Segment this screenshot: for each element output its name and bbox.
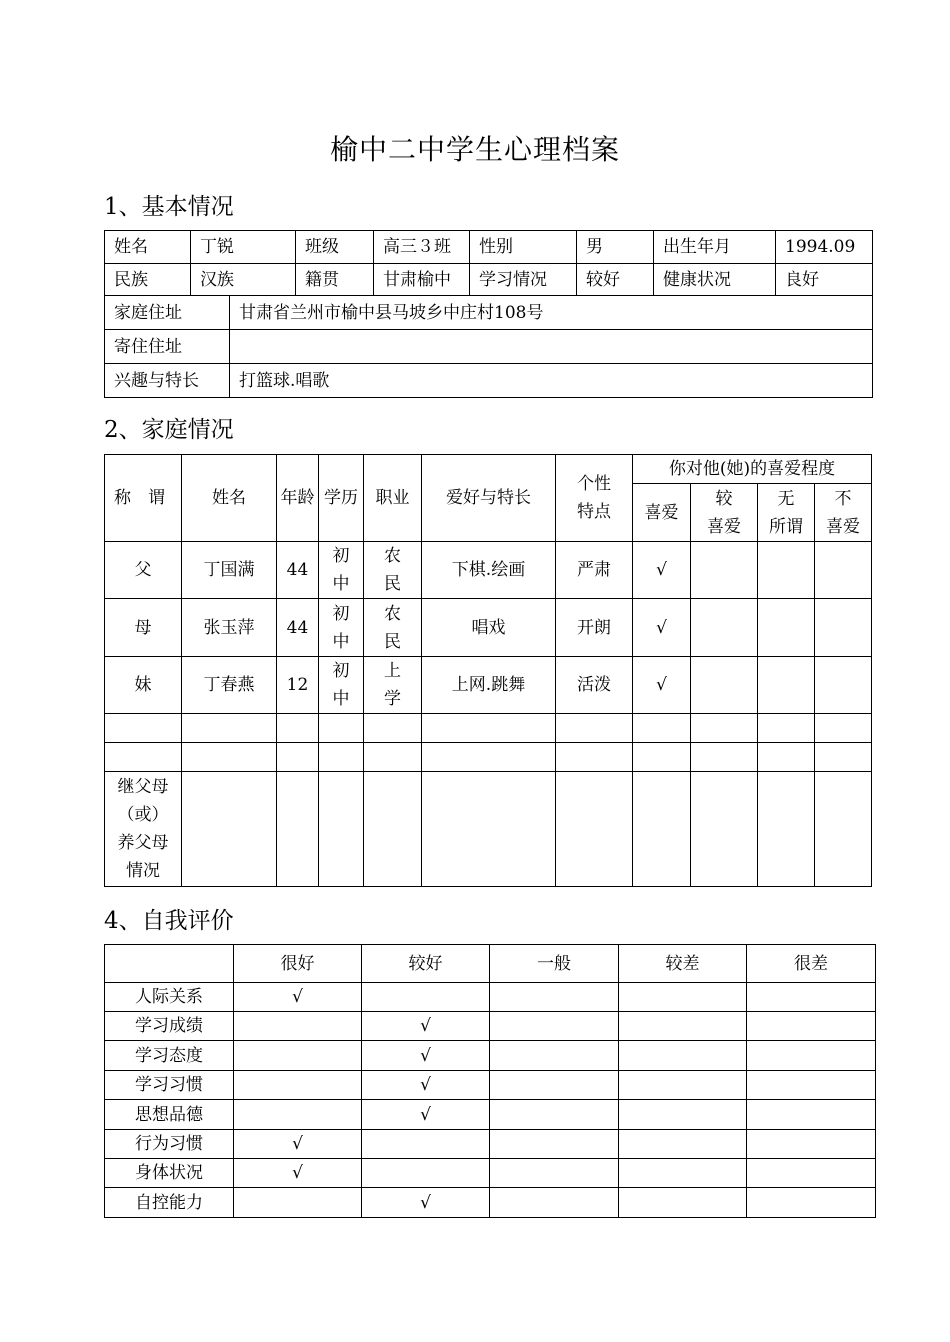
value-ethnicity: 汉族: [191, 264, 296, 296]
self-check: √: [362, 1100, 490, 1130]
self-header-good: 较好: [362, 945, 490, 983]
lodging-row: [105, 330, 873, 364]
section-heading-self: 4、自我评价: [104, 908, 234, 934]
header-dislike-line-2: 喜爱: [826, 516, 860, 537]
header-personality: [556, 455, 633, 542]
self-item-label: 人际关系: [105, 983, 234, 1012]
value-class: 高三３班: [374, 231, 470, 264]
header-indifferent-line-1: 无: [777, 488, 795, 509]
self-item-label: 学习习惯: [105, 1071, 234, 1100]
label-name: 姓名: [105, 231, 191, 264]
hobby-row: [105, 364, 873, 398]
member-age: 44: [277, 599, 319, 657]
header-hobby: 爱好与特长: [422, 455, 556, 542]
step-parent-label-line-1: 继父母: [117, 777, 169, 797]
header-rather-like: [691, 484, 758, 542]
step-parent-label-line-3: 养父母: [117, 833, 169, 853]
label-hobby: 兴趣与特长: [105, 364, 230, 398]
self-check: √: [234, 1159, 362, 1188]
value-study: 较好: [577, 264, 654, 296]
family-header-row-1: [105, 455, 872, 484]
member-age: 12: [277, 657, 319, 714]
label-ethnicity: 民族: [105, 264, 191, 296]
value-lodging: [230, 330, 873, 364]
empty-row: [105, 714, 872, 743]
member-like-check: √: [633, 657, 691, 714]
header-dislike-line-1: 不: [834, 488, 852, 509]
member-relation: 母: [105, 599, 182, 657]
self-check: √: [234, 983, 362, 1012]
label-lodging: 寄住住址: [105, 330, 230, 364]
self-header-average: 一般: [490, 945, 619, 983]
table-row: [105, 1012, 876, 1041]
table-row: [105, 1159, 876, 1188]
header-edu: 学历: [319, 455, 364, 542]
member-edu-line-2: 中: [332, 631, 350, 652]
member-rather-like-cell: [691, 542, 758, 599]
self-check: √: [362, 1188, 490, 1218]
table-row: [105, 1041, 876, 1071]
member-personality: 活泼: [556, 657, 633, 714]
member-job-line-2: 学: [384, 689, 401, 709]
self-check: √: [234, 1130, 362, 1159]
self-header-poor: 较差: [619, 945, 747, 983]
member-indifferent-cell: [758, 542, 815, 599]
member-name: 丁春燕: [182, 657, 277, 714]
label-address: 家庭住址: [105, 296, 230, 330]
value-address: 甘肃省兰州市榆中县马坡乡中庄村108号: [230, 296, 873, 330]
step-parent-label-line-4: 情况: [126, 861, 160, 881]
member-edu: [319, 599, 364, 657]
self-header-very-poor: 很差: [747, 945, 876, 983]
member-rather-like-cell: [691, 599, 758, 657]
self-item-label: 学习成绩: [105, 1012, 234, 1041]
basic-row-1: [105, 231, 873, 264]
self-item-label: 自控能力: [105, 1188, 234, 1218]
header-relation: 称 谓: [105, 455, 182, 542]
label-study: 学习情况: [470, 264, 577, 296]
member-job: [364, 542, 422, 599]
header-job: 职业: [364, 455, 422, 542]
member-edu-line-2: 中: [332, 689, 350, 709]
member-job-line-1: 农: [384, 546, 401, 566]
value-name: 丁锐: [191, 231, 296, 264]
step-parent-label: [105, 772, 182, 887]
member-job: [364, 657, 422, 714]
header-rather-like-line-1: 较: [715, 488, 733, 509]
header-fondness: 你对他(她)的喜爱程度: [633, 455, 872, 484]
member-edu: [319, 657, 364, 714]
member-age: 44: [277, 542, 319, 599]
member-hobby: 上网.跳舞: [422, 657, 556, 714]
value-hobby: 打篮球.唱歌: [230, 364, 873, 398]
page-title: 榆中二中学生心理档案: [329, 133, 620, 166]
header-personality-line-2: 特点: [577, 502, 611, 522]
member-dislike-cell: [815, 657, 872, 714]
member-indifferent-cell: [758, 657, 815, 714]
label-birth: 出生年月: [654, 231, 776, 264]
header-dislike: [815, 484, 872, 542]
table-row: [105, 1071, 876, 1100]
member-rather-like-cell: [691, 657, 758, 714]
member-name: 张玉萍: [182, 599, 277, 657]
header-rather-like-line-2: 喜爱: [707, 516, 741, 537]
table-row: [105, 1188, 876, 1218]
header-like: 喜爱: [633, 484, 691, 542]
self-header-corner: [105, 945, 234, 983]
label-hometown: 籍贯: [296, 264, 374, 296]
member-personality: 开朗: [556, 599, 633, 657]
member-job-line-2: 民: [384, 631, 401, 652]
self-check: √: [362, 1041, 490, 1071]
self-check: √: [362, 1012, 490, 1041]
member-job: [364, 599, 422, 657]
member-job-line-1: 上: [384, 661, 401, 681]
member-hobby: 唱戏: [422, 599, 556, 657]
member-job-line-1: 农: [384, 603, 401, 624]
header-name: 姓名: [182, 455, 277, 542]
member-edu-line-1: 初: [332, 603, 350, 624]
table-row: [105, 1100, 876, 1130]
header-indifferent-line-2: 所谓: [769, 516, 803, 537]
step-parent-label-line-2: （或）: [117, 805, 169, 825]
basic-info-table: [104, 230, 873, 296]
member-edu-line-2: 中: [332, 574, 350, 594]
member-hobby: 下棋.绘画: [422, 542, 556, 599]
label-gender: 性别: [470, 231, 577, 264]
member-relation: 父: [105, 542, 182, 599]
header-indifferent: [758, 484, 815, 542]
table-row: [105, 542, 872, 599]
member-job-line-2: 民: [384, 574, 401, 594]
member-like-check: √: [633, 599, 691, 657]
member-edu-line-1: 初: [332, 661, 350, 681]
self-header-very-good: 很好: [234, 945, 362, 983]
self-header-row: [105, 945, 876, 983]
section-heading-family: 2、家庭情况: [104, 417, 234, 443]
self-check: √: [362, 1071, 490, 1100]
value-birth: 1994.09: [776, 231, 873, 264]
empty-row: [105, 743, 872, 772]
address-row: [105, 296, 873, 330]
member-relation: 妹: [105, 657, 182, 714]
self-item-label: 身体状况: [105, 1159, 234, 1188]
table-row: [105, 983, 876, 1012]
self-item-label: 行为习惯: [105, 1130, 234, 1159]
value-health: 良好: [776, 264, 873, 296]
self-item-label: 思想品德: [105, 1100, 234, 1130]
basic-row-2: [105, 264, 873, 296]
member-indifferent-cell: [758, 599, 815, 657]
value-gender: 男: [577, 231, 654, 264]
header-age: 年龄: [277, 455, 319, 542]
member-personality: 严肃: [556, 542, 633, 599]
member-name: 丁国满: [182, 542, 277, 599]
step-parent-row: [105, 772, 872, 887]
address-table: [104, 295, 873, 398]
family-table: [104, 454, 872, 887]
member-dislike-cell: [815, 542, 872, 599]
member-edu-line-1: 初: [332, 546, 350, 566]
value-hometown: 甘肃榆中: [374, 264, 470, 296]
self-item-label: 学习态度: [105, 1041, 234, 1071]
header-personality-line-1: 个性: [577, 474, 611, 494]
label-class: 班级: [296, 231, 374, 264]
table-row: [105, 1130, 876, 1159]
member-like-check: √: [633, 542, 691, 599]
table-row: [105, 599, 872, 657]
self-evaluation-table: [104, 944, 876, 1218]
member-dislike-cell: [815, 599, 872, 657]
label-health: 健康状况: [654, 264, 776, 296]
table-row: [105, 657, 872, 714]
section-heading-basic: 1、基本情况: [104, 194, 234, 220]
member-edu: [319, 542, 364, 599]
